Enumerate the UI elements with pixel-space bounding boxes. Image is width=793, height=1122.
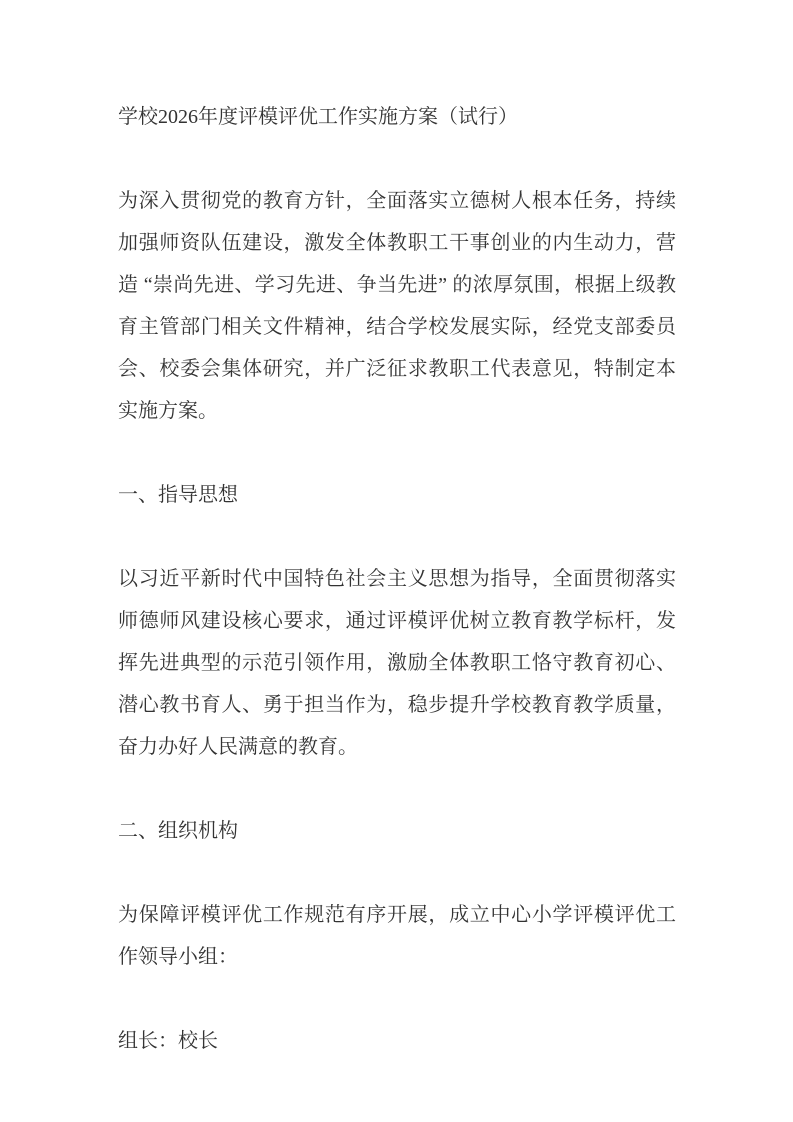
leader-line: 组长：校长 — [118, 1030, 218, 1052]
section-2-body: 为保障评模评优工作规范有序开展，成立中心小学评模评优工作领导小组： — [118, 904, 676, 968]
intro-paragraph: 为深入贯彻党的教育方针，全面落实立德树人根本任务，持续加强师资队伍建设，激发全体教职工干事创业的内生动力，营造 “崇尚先进、学习先进、争当先进” 的浓厚氛围，根据上级教育主管部门相关文件精神，结合学校发展实际，经党支部委员会、校委会集体研究，并广泛征求教职工代表意见，特制定本实施方案。 — [118, 190, 676, 422]
section-2-heading: 二、组织机构 — [118, 820, 238, 842]
document-content — [118, 96, 676, 1062]
document-title: 学校2026年度评模评优工作实施方案（试行） — [118, 106, 518, 128]
section-1-body: 以习近平新时代中国特色社会主义思想为指导，全面贯彻落实师德师风建设核心要求，通过评模评优树立教育教学标杆，发挥先进典型的示范引领作用，激励全体教职工恪守教育初心、潜心教书育人、勇于担当作为，稳步提升学校教育教学质量，奋力办好人民满意的教育。 — [118, 568, 676, 758]
section-1-heading: 一、指导思想 — [118, 484, 238, 506]
